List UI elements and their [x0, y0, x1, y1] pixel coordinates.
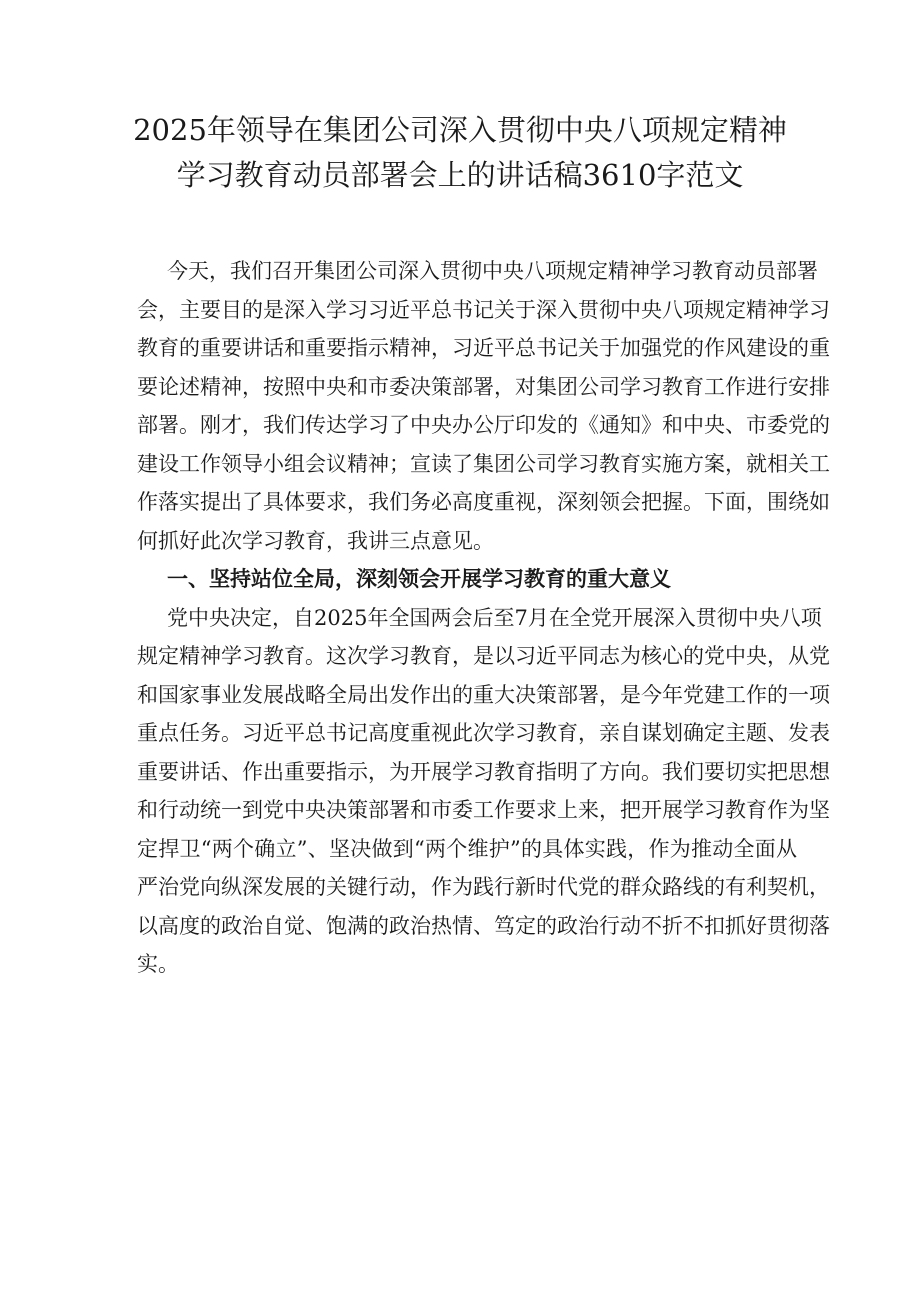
- paragraph-line: 规定精神学习教育。这次学习教育，是以习近平同志为核心的党中央，从党: [137, 644, 830, 668]
- paragraph-intro: [137, 252, 830, 560]
- paragraph-line: 重要讲话、作出重要指示，为开展学习教育指明了方向。我们要切实把思想: [137, 759, 830, 784]
- paragraph-line: 要论述精神，按照中央和市委决策部署，对集团公司学习教育工作进行安排: [137, 374, 830, 399]
- paragraph-line: 建设工作领导小组会议精神；宣读了集团公司学习教育实施方案，就相关工: [137, 451, 830, 476]
- paragraph-line: 何抓好此次学习教育，我讲三点意见。: [137, 528, 494, 553]
- document-body: [137, 252, 830, 984]
- paragraph-line: 会，主要目的是深入学习习近平总书记关于深入贯彻中央八项规定精神学习: [137, 297, 830, 322]
- paragraph-line: 和国家事业发展战略全局出发作出的重大决策部署，是今年党建工作的一项: [137, 682, 830, 707]
- paragraph-line: 重点任务。习近平总书记高度重视此次学习教育，亲自谋划确定主题、发表: [137, 721, 830, 745]
- paragraph-line: 严治党向纵深发展的关键行动，作为践行新时代党的群众路线的有利契机，: [137, 875, 830, 899]
- paragraph-line: 作落实提出了具体要求，我们务必高度重视，深刻领会把握。下面，围绕如: [137, 490, 830, 514]
- paragraph-line: 教育的重要讲话和重要指示精神，习近平总书记关于加强党的作风建设的重: [137, 336, 830, 360]
- section-heading-1: 一、坚持站位全局，深刻领会开展学习教育的重大意义: [167, 566, 671, 591]
- paragraph-line: 党中央决定，自2025年全国两会后至7月在全党开展深入贯彻中央八项: [167, 605, 822, 630]
- title-line-2: 学习教育动员部署会上的讲话稿3610字范文: [176, 158, 744, 192]
- paragraph-section-1: [137, 599, 830, 984]
- paragraph-line: 今天，我们召开集团公司深入贯彻中央八项规定精神学习教育动员部署: [167, 259, 818, 283]
- paragraph-line: 定捍卫“两个确立”、坚决做到“两个维护”的具体实践，作为推动全面从: [137, 836, 797, 861]
- paragraph-line: 以高度的政治自觉、饱满的政治热情、笃定的政治行动不折不扣抓好贯彻落: [137, 913, 830, 938]
- paragraph-line: 和行动统一到党中央决策部署和市委工作要求上来，把开展学习教育作为坚: [137, 798, 830, 822]
- title-line-1: 2025年领导在集团公司深入贯彻中央八项规定精神: [133, 113, 787, 147]
- paragraph-line: 部署。刚才，我们传达学习了中央办公厅印发的《通知》和中央、市委党的: [137, 413, 830, 437]
- document-title: [100, 108, 820, 198]
- paragraph-line: 实。: [137, 952, 179, 976]
